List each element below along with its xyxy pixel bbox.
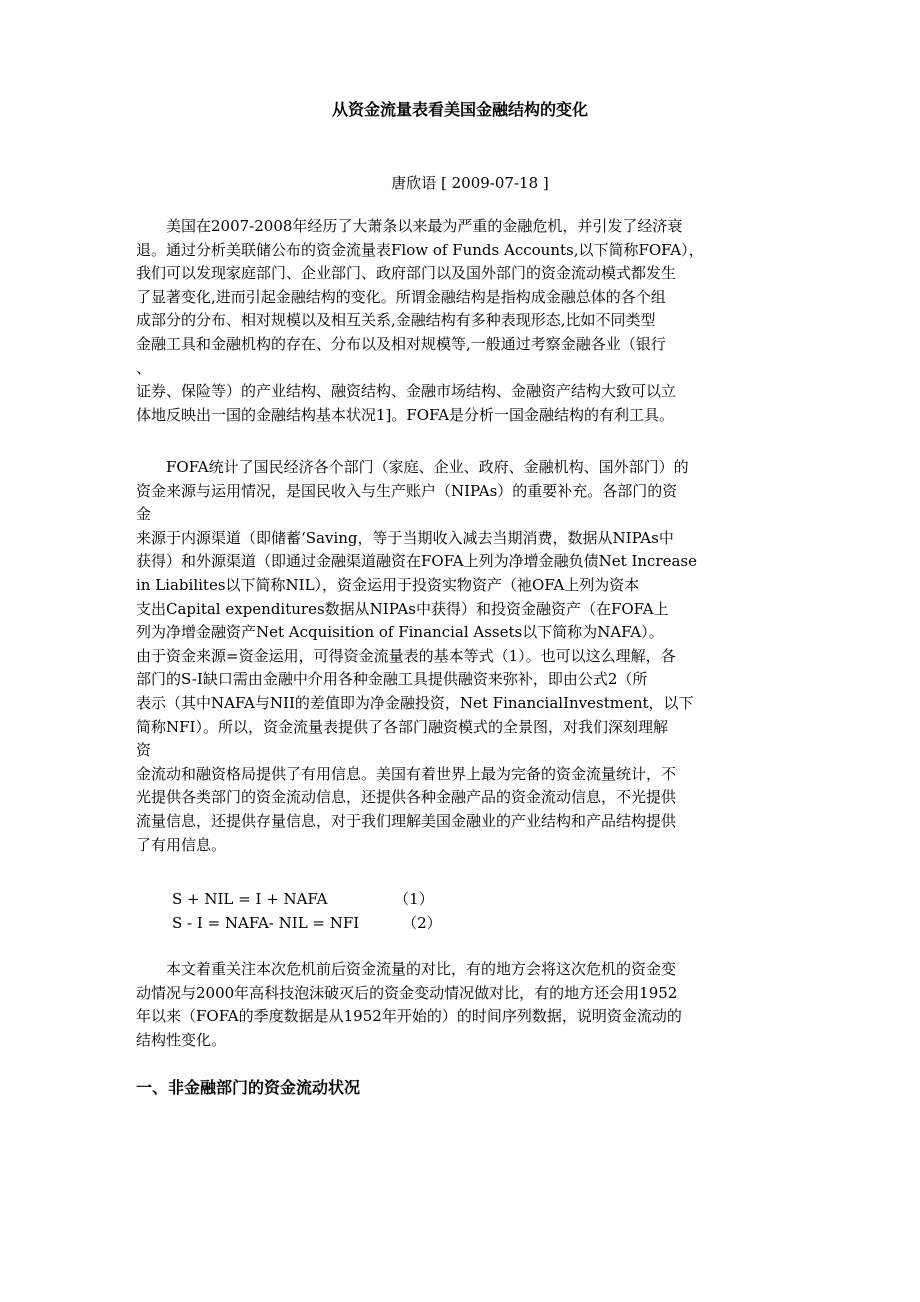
paragraph-line: 获得）和外源渠道（即通过金融渠道融资在FOFA上列为净增金融负债Net Increase (136, 552, 697, 571)
paragraph-focus (136, 958, 816, 1052)
paragraph-line: 成部分的分布、相对规模以及相互关系,金融结构有多种表现形态,比如不同类型 (136, 311, 656, 330)
paragraph-line: 年以来（FOFA的季度数据是从1952年开始的）的时间序列数据，说明资金流动的 (136, 1007, 682, 1026)
section-heading: 一、非金融部门的资金流动状况 (136, 1078, 361, 1097)
paragraph-line: 金 (136, 505, 152, 524)
paragraph-line: 流量信息，还提供存量信息，对于我们理解美国金融业的产业结构和产品结构提供 (136, 811, 677, 830)
article-byline: 唐欣语 [ 2009-07-18 ] (391, 174, 549, 192)
paragraph-line: 资金来源与运用情况，是国民收入与生产账户（NIPAs）的重要补充。各部门的资 (136, 481, 678, 500)
paragraph-line: FOFA统计了国民经济各个部门（家庭、企业、政府、金融机构、国外部门）的 (136, 458, 689, 476)
paragraph-line: 支出Capital expenditures数据从NIPAs中获得）和投资金融资产（在FOFA上 (136, 599, 669, 618)
paragraph-line: 我们可以发现家庭部门、企业部门、政府部门以及国外部门的资金流动模式都发生 (136, 264, 677, 283)
paragraph-line: 金流动和融资格局提供了有用信息。美国有着世界上最为完备的资金流量统计，不 (136, 764, 677, 783)
paragraph-fofa (136, 456, 816, 857)
paragraph-line: 美国在2007-2008年经历了大萧条以来最为严重的金融危机，并引发了经济衰 (136, 217, 683, 235)
formula-1: S + NIL = I + NAFA （1） (172, 890, 434, 908)
paragraph-line: 部门的S-I缺口需由金融中介用各种金融工具提供融资来弥补，即由公式2（所 (136, 670, 648, 689)
paragraph-intro (136, 215, 816, 427)
paragraph-line: 本文着重关注本次危机前后资金流量的对比，有的地方会将这次危机的资金变 (136, 960, 677, 978)
paragraph-line: 光提供各类部门的资金流动信息，还提供各种金融产品的资金流动信息，不光提供 (136, 788, 677, 807)
paragraph-line: 由于资金来源=资金运用，可得资金流量表的基本等式（1）。也可以这么理解，各 (136, 646, 676, 665)
paragraph-line: 了有用信息。 (136, 835, 227, 854)
paragraph-line: 证券、保险等）的产业结构、融资结构、金融市场结构、金融资产结构大致可以立 (136, 382, 677, 401)
paragraph-line: 资 (136, 741, 152, 760)
formula-2: S - I = NAFA- NIL = NFI （2） (172, 914, 442, 932)
paragraph-line: 来源于内源渠道（即储蓄‘Saving，等于当期收入减去当期消费，数据从NIPAs中 (136, 528, 674, 547)
paragraph-line: 退。通过分析美联储公布的资金流量表Flow of Funds Accounts,以下简称FOFA）， (136, 240, 704, 259)
paragraph-line: 简称NFI）。所以，资金流量表提供了各部门融资模式的全景图，对我们深刻理解 (136, 717, 668, 736)
paragraph-line: 表示（其中NAFA与NII的差值即为净金融投资，Net FinancialInvestment，以下 (136, 693, 694, 712)
paragraph-line: 体地反映出一国的金融结构基本状况1]。FOFA是分析一国金融结构的有利工具。 (136, 405, 675, 424)
article-title: 从资金流量表看美国金融结构的变化 (331, 100, 588, 119)
paragraph-line: 动情况与2000年高科技泡沫破灭后的资金变动情况做对比，有的地方还会用1952 (136, 983, 678, 1002)
paragraph-line: 、 (136, 358, 152, 377)
paragraph-line: 了显著变化,进而引起金融结构的变化。所谓金融结构是指构成金融总体的各个组 (136, 287, 666, 306)
paragraph-line: 金融工具和金融机构的存在、分布以及相对规模等,一般通过考察金融各业（银行 (136, 334, 666, 353)
paragraph-line: 结构性变化。 (136, 1030, 227, 1049)
paragraph-line: 列为净增金融资产Net Acquisition of Financial Assets以下简称为NAFA）。 (136, 623, 664, 642)
paragraph-line: in Liabilites以下简称NIL），资金运用于投资实物资产（祂OFA上列为资本 (136, 575, 640, 594)
